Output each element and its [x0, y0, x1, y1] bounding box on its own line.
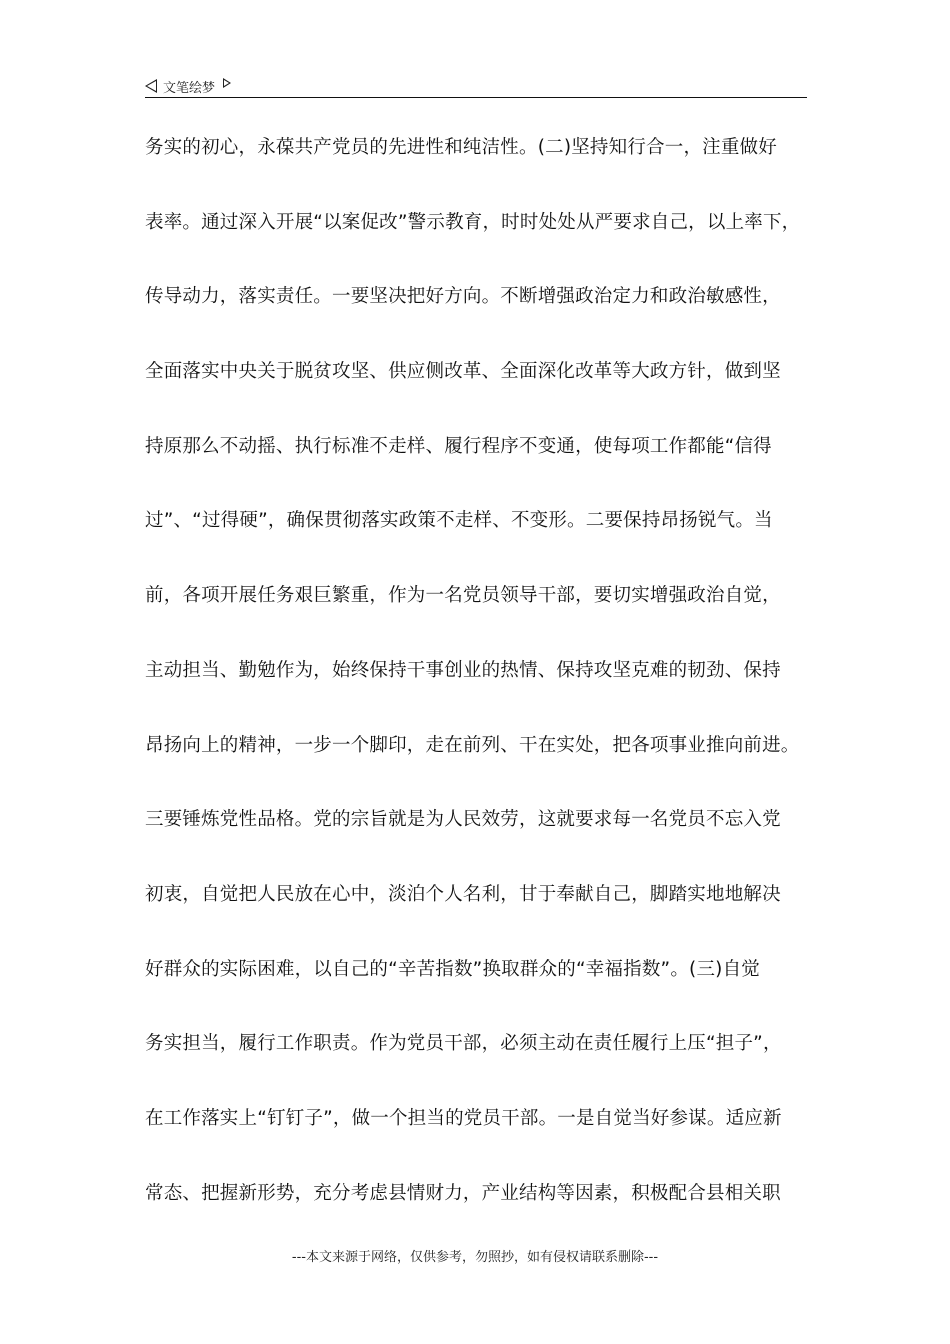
body-line: 好群众的实际困难，以自己的“辛苦指数”换取群众的“幸福指数”。(三)自觉: [145, 958, 760, 980]
body-line: 前，各项开展任务艰巨繁重，作为一名党员领导干部，要切实增强政治自觉，: [145, 585, 781, 607]
triangle-left-icon: [145, 79, 157, 93]
document-body: [145, 133, 817, 1253]
body-line: 三要锤炼党性品格。党的宗旨就是为人民效劳，这就要求每一名党员不忘入党: [145, 809, 781, 831]
body-line: 务实担当，履行工作职责。作为党员干部，必须主动在责任履行上压“担子”，: [145, 1033, 782, 1055]
body-line: 初衷，自觉把人民放在心中，淡泊个人名利，甘于奉献自己，脚踏实地地解决: [145, 883, 781, 905]
body-line: 过”、“过得硬”，确保贯彻落实政策不走样、不变形。二要保持昂扬锐气。当: [145, 510, 773, 532]
body-line: 全面落实中央关于脱贫攻坚、供应侧改革、全面深化改革等大政方针，做到坚: [145, 361, 781, 383]
body-line: 常态、把握新形势，充分考虑县情财力，产业结构等因素，积极配合县相关职: [145, 1182, 781, 1204]
body-line: 传导动力，落实责任。一要坚决把好方向。不断增强政治定力和政治敏感性，: [145, 286, 781, 308]
triangle-right-icon: [223, 78, 231, 88]
body-line: 务实的初心，永葆共产党员的先进性和纯洁性。(二)坚持知行合一，注重做好: [145, 137, 777, 158]
page-footer-disclaimer: ---本文来源于网络，仅供参考，勿照抄，如有侵权请联系删除---: [291, 1250, 659, 1265]
body-line: 主动担当、勤勉作为，始终保持干事创业的热情、保持攻坚克难的韧劲、保持: [145, 659, 781, 681]
header-title: 文笔绘梦: [163, 80, 216, 96]
header-divider: [145, 97, 807, 98]
body-line: 昂扬向上的精神，一步一个脚印，走在前列、干在实处，把各项事业推向前进。: [145, 734, 800, 756]
page-header: [145, 74, 807, 98]
body-line: 在工作落实上“钉钉子”，做一个担当的党员干部。一是自觉当好参谋。适应新: [145, 1107, 782, 1129]
body-line: 持原那么不动摇、执行标准不走样、履行程序不变通，使每项工作都能“信得: [145, 435, 772, 457]
body-line: 表率。通过深入开展“以案促改”警示教育，时时处处从严要求自己，以上率下，: [145, 211, 801, 233]
